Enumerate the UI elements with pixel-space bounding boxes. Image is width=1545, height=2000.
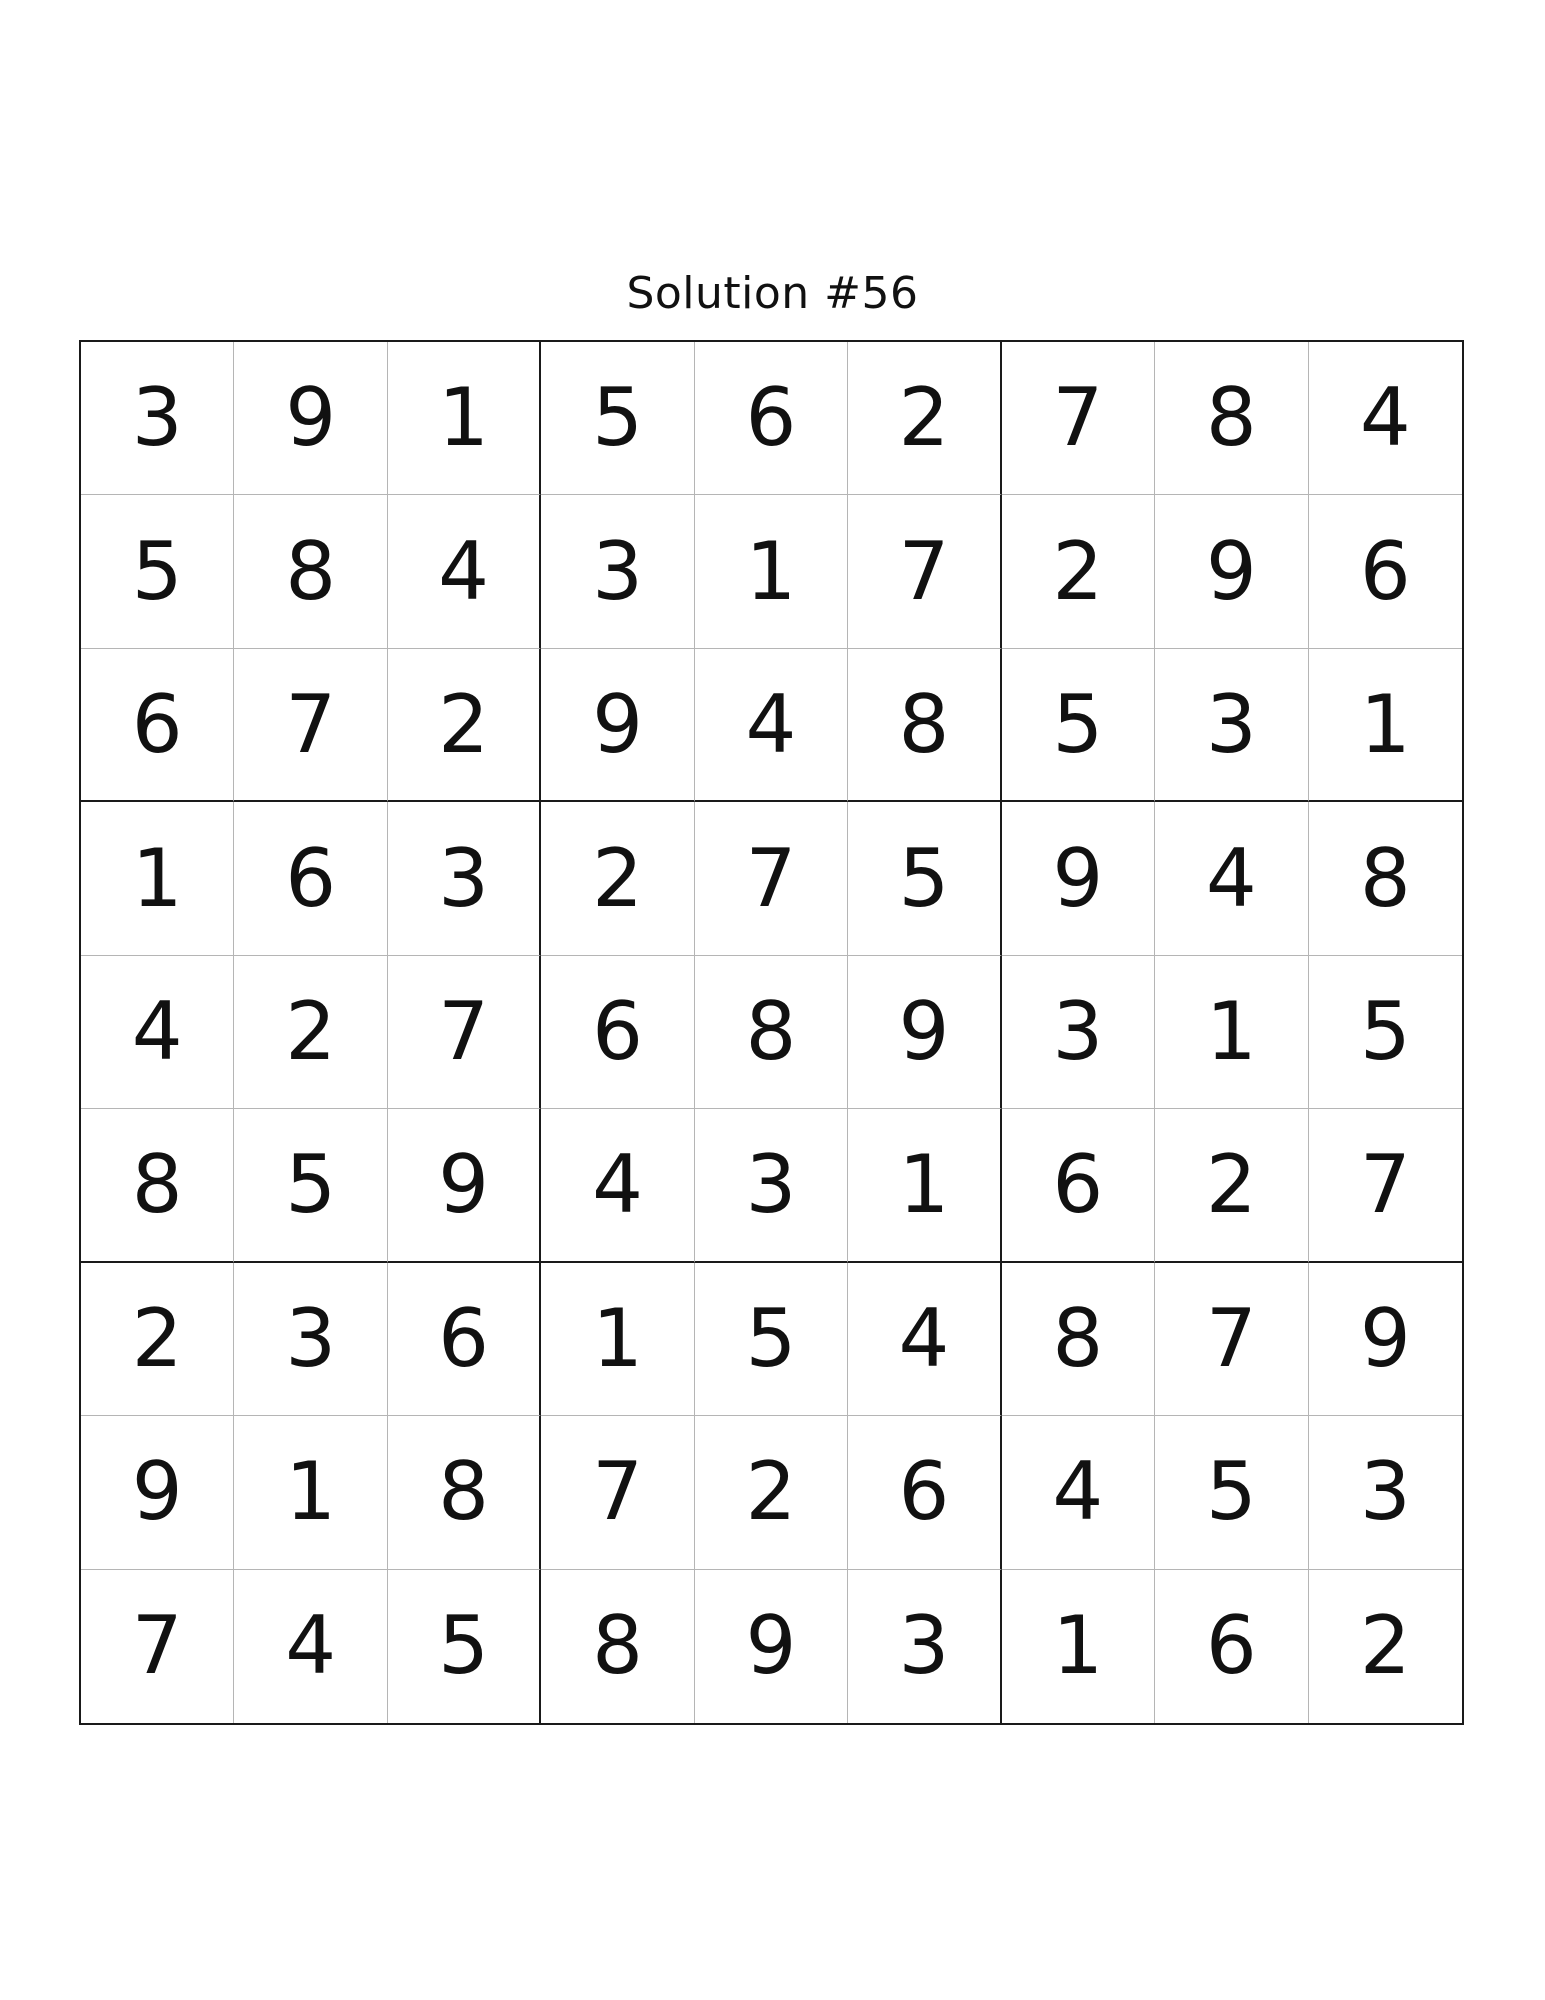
- sudoku-cell: 1: [848, 1109, 1001, 1262]
- sudoku-cell: 2: [1155, 1109, 1308, 1262]
- sudoku-cell: 4: [848, 1263, 1001, 1416]
- sudoku-cell: 9: [1155, 495, 1308, 648]
- sudoku-cell: 6: [388, 1263, 541, 1416]
- sudoku-cell: 2: [81, 1263, 234, 1416]
- sudoku-cell: 7: [81, 1570, 234, 1723]
- sudoku-cell: 2: [541, 802, 694, 955]
- sudoku-cell: 3: [81, 342, 234, 495]
- sudoku-cell: 4: [695, 649, 848, 802]
- sudoku-cell: 6: [234, 802, 387, 955]
- sudoku-cell: 2: [1002, 495, 1155, 648]
- sudoku-cell: 6: [541, 956, 694, 1109]
- sudoku-cell: 8: [848, 649, 1001, 802]
- sudoku-cell: 8: [234, 495, 387, 648]
- sudoku-cell: 1: [541, 1263, 694, 1416]
- sudoku-cell: 9: [1002, 802, 1155, 955]
- sudoku-cell: 3: [388, 802, 541, 955]
- sudoku-cell: 1: [1002, 1570, 1155, 1723]
- sudoku-cell: 4: [1309, 342, 1462, 495]
- sudoku-cell: 7: [1309, 1109, 1462, 1262]
- sudoku-cell: 2: [848, 342, 1001, 495]
- sudoku-cell: 4: [388, 495, 541, 648]
- sudoku-cell: 3: [541, 495, 694, 648]
- sudoku-cell: 7: [695, 802, 848, 955]
- sudoku-cell: 2: [388, 649, 541, 802]
- sudoku-cell: 1: [1155, 956, 1308, 1109]
- sudoku-cell: 6: [695, 342, 848, 495]
- sudoku-cell: 8: [1309, 802, 1462, 955]
- sudoku-cell: 8: [1155, 342, 1308, 495]
- sudoku-cell: 7: [388, 956, 541, 1109]
- sudoku-cell: 6: [1155, 1570, 1308, 1723]
- sudoku-cell: 7: [541, 1416, 694, 1569]
- sudoku-cell: 9: [81, 1416, 234, 1569]
- sudoku-cell: 8: [695, 956, 848, 1109]
- puzzle-title: Solution #56: [626, 268, 919, 319]
- sudoku-cell: 6: [848, 1416, 1001, 1569]
- sudoku-cell: 1: [695, 495, 848, 648]
- sudoku-cell: 3: [234, 1263, 387, 1416]
- sudoku-cell: 6: [1002, 1109, 1155, 1262]
- sudoku-cell: 9: [541, 649, 694, 802]
- sudoku-cell: 8: [1002, 1263, 1155, 1416]
- sudoku-cell: 1: [1309, 649, 1462, 802]
- sudoku-cell: 4: [1155, 802, 1308, 955]
- sudoku-cell: 2: [1359, 1599, 1411, 1693]
- sudoku-cell: 5: [234, 1109, 387, 1262]
- sudoku-cell: 7: [234, 649, 387, 802]
- sudoku-cell: 1: [234, 1416, 387, 1569]
- sudoku-cell: 3: [1309, 1416, 1462, 1569]
- sudoku-cell: 9: [388, 1109, 541, 1262]
- sudoku-cell: 5: [1155, 1416, 1308, 1569]
- sudoku-grid: [79, 340, 1464, 1725]
- sudoku-cell: 5: [695, 1263, 848, 1416]
- sudoku-cell: 5: [1309, 956, 1462, 1109]
- sudoku-cell: 9: [234, 342, 387, 495]
- sudoku-cell: 6: [1309, 495, 1462, 648]
- sudoku-cell: 4: [234, 1570, 387, 1723]
- sudoku-cell: 1: [81, 802, 234, 955]
- sudoku-cell: 9: [695, 1570, 848, 1723]
- sudoku-cell: 5: [388, 1570, 541, 1723]
- sudoku-cell: 9: [848, 956, 1001, 1109]
- sudoku-cell: 1: [388, 342, 541, 495]
- sudoku-cell: 7: [848, 495, 1001, 648]
- sudoku-cell: 3: [695, 1109, 848, 1262]
- sudoku-cell: 3: [848, 1570, 1001, 1723]
- sudoku-cell: 7: [1155, 1263, 1308, 1416]
- sudoku-cell: 8: [81, 1109, 234, 1262]
- sudoku-cell: 7: [1002, 342, 1155, 495]
- sudoku-cell: 2: [695, 1416, 848, 1569]
- sudoku-cell: 8: [388, 1416, 541, 1569]
- sudoku-cell: 5: [848, 802, 1001, 955]
- sudoku-cell: 6: [81, 649, 234, 802]
- sudoku-cell: 5: [1002, 649, 1155, 802]
- sudoku-cell: 3: [1002, 956, 1155, 1109]
- sudoku-cell: 4: [81, 956, 234, 1109]
- sudoku-cell: 5: [81, 495, 234, 648]
- sudoku-cell: 4: [541, 1109, 694, 1262]
- sudoku-cell: 9: [1309, 1263, 1462, 1416]
- sudoku-cell: 4: [1002, 1416, 1155, 1569]
- sudoku-cell: 3: [1155, 649, 1308, 802]
- sudoku-cell: 5: [541, 342, 694, 495]
- sudoku-cell: 8: [541, 1570, 694, 1723]
- sudoku-cell: 2: [234, 956, 387, 1109]
